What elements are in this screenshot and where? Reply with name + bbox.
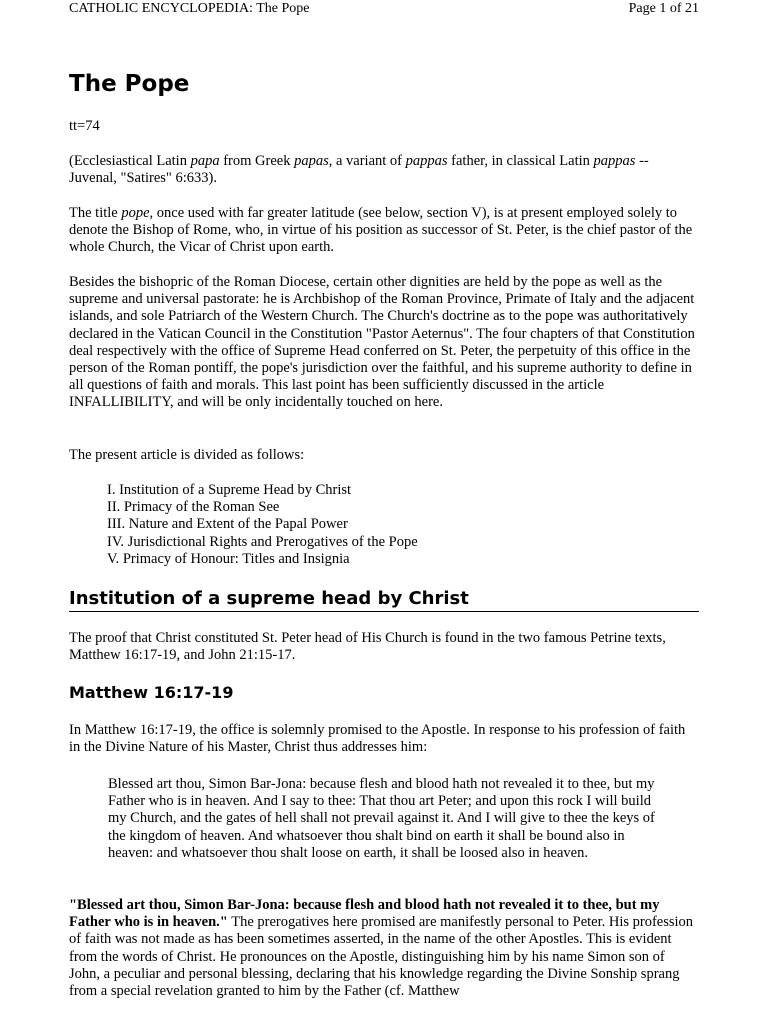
source-title: CATHOLIC ENCYCLOPEDIA: The Pope (69, 1, 310, 16)
subsection-heading: Matthew 16:17-19 (69, 683, 234, 702)
intro-paragraph: The title pope, once used with far greater latitude (see below, section V), is at present employed solely to denote the Bishop of Rome, who, in virtue of his position as successor of St. Peter, is the chief pastor of the whole Church, the Vicar of Christ upon earth. (69, 205, 693, 256)
toc-item: I. Institution of a Supreme Head by Christ (107, 482, 352, 498)
tt-code: tt=74 (69, 118, 100, 134)
table-of-contents (107, 482, 667, 568)
etymology-paragraph: (Ecclesiastical Latin papa from Greek papas, a variant of pappas father, in classical Latin pappas -- Juvenal, "Satires" 6:633). (69, 153, 649, 187)
toc-item: V. Primacy of Honour: Titles and Insignia (107, 550, 350, 567)
page-indicator: Page 1 of 21 (628, 1, 699, 16)
commentary-paragraph: "Blessed art thou, Simon Bar-Jona: because flesh and blood hath not revealed it to thee, but my Father who is in heaven." The prerogatives here promised are manifestly personal to Peter. His profession of faith was not made as has been sometimes asserted, in the name of the other Apostles. This is evident from the words of Christ. He pronounces on the Apostle, distinguishing him by his name Simon son of John, a peculiar and personal blessing, declaring that his knowledge regarding the Divine Sonship sprang from a special revelation granted to him by the Father (cf. Matthew (69, 897, 694, 1000)
toc-item: II. Primacy of the Roman See (107, 499, 280, 516)
dignities-paragraph: Besides the bishopric of the Roman Diocese, certain other dignities are held by the pope as well as the supreme and universal pastorate: he is Archbishop of the Roman Province, Primate of Italy and the adjacent islands, and sole Patriarch of the Western Church. The Church's doctrine as to the pope was authoritatively declared in the Vatican Council in the Constitution "Pastor Aeternus". The four chapters of that Constitution deal respectively with the office of Supreme Head conferred on St. Peter, the perpetuity of this office in the person of the Roman pontiff, the pope's jurisdiction over the faithful, and his supreme authority to define in all questions of faith and morals. This last point has been sufficiently discussed in the article INFALLIBILITY, and will be only incidentally touched on here. (69, 274, 695, 411)
quoted-verse: "Blessed art thou, Simon Bar-Jona: because flesh and blood hath not revealed it to thee, but my Father who is in heaven." (69, 897, 660, 931)
running-header (69, 0, 699, 18)
section-heading: Institution of a supreme head by Christ (69, 588, 699, 612)
subsection-intro: In Matthew 16:17-19, the office is solemnly promised to the Apostle. In response to his profession of faith in the Divine Nature of his Master, Christ thus addresses him: (69, 722, 686, 756)
article-title: The Pope (69, 71, 190, 97)
scripture-quote: Blessed art thou, Simon Bar-Jona: because flesh and blood hath not revealed it to thee, but my Father who is in heaven. And I say to thee: That thou art Peter; and upon this rock I will build my Church, and the gates of hell shall not prevail against it. And I will give to thee the keys of the kingdom of heaven. And whatsoever thou shalt bind on earth it shall be bound also in heaven: and whatsoever thou shalt loose on earth, it shall be loosed also in heaven. (108, 776, 655, 861)
section-intro: The proof that Christ constituted St. Peter head of His Church is found in the two famous Petrine texts, Matthew 16:17-19, and John 21:15-17. (69, 630, 666, 664)
toc-item: IV. Jurisdictional Rights and Prerogatives of the Pope (107, 533, 418, 550)
division-intro: The present article is divided as follows: (69, 447, 305, 463)
toc-item: III. Nature and Extent of the Papal Power (107, 516, 348, 533)
